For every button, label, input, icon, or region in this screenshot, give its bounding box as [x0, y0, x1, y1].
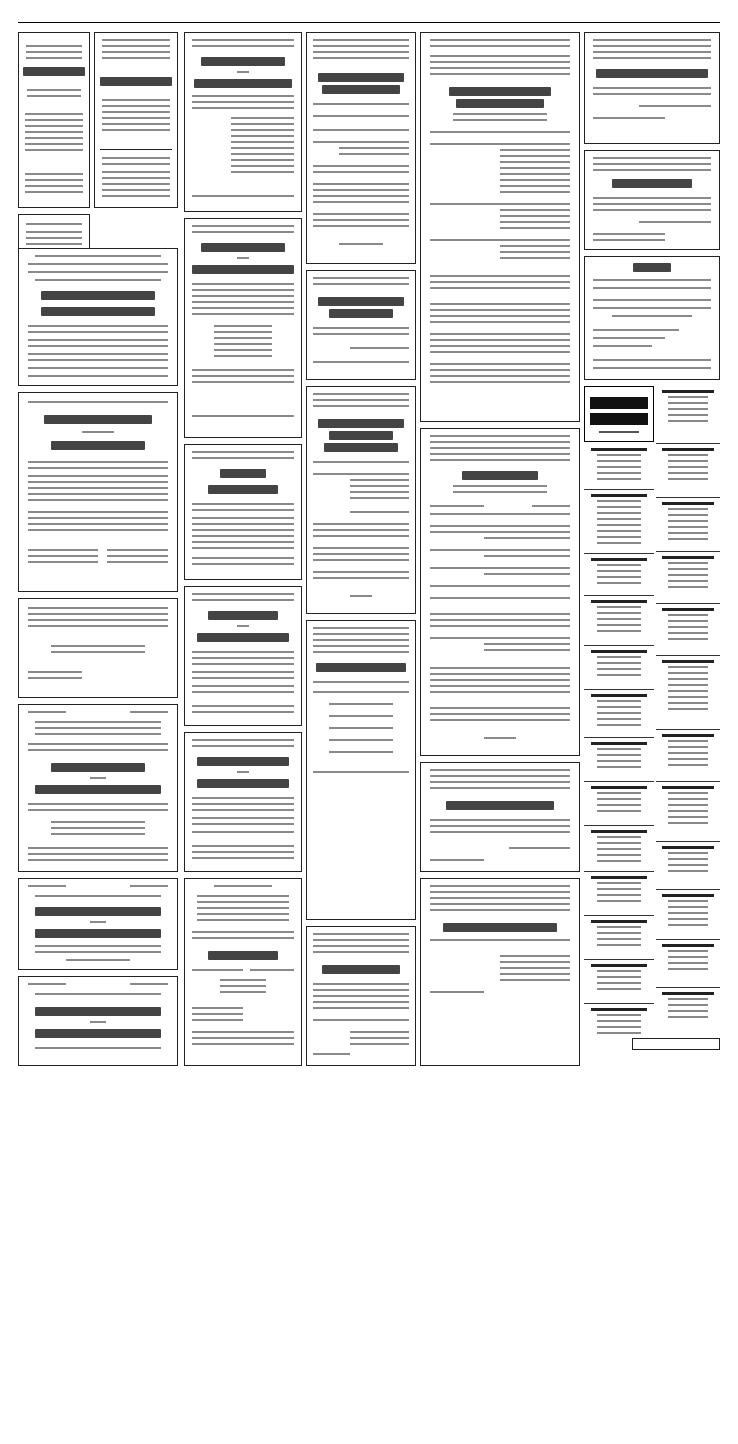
- announcement-box: [420, 762, 580, 872]
- announcement-box: [420, 428, 580, 756]
- announcement-box: [306, 32, 416, 264]
- agenda-left: [584, 444, 654, 1444]
- agenda-item: [656, 782, 720, 842]
- announcement-box: [18, 704, 178, 872]
- agenda-item: [584, 490, 654, 554]
- agenda-item: [656, 842, 720, 890]
- agenda-header: [584, 386, 654, 442]
- column-1-lower: [18, 32, 178, 1032]
- announcement-box: [18, 248, 178, 386]
- agenda-item: [656, 498, 720, 552]
- agenda-item: [584, 872, 654, 916]
- column-4: [420, 32, 580, 1032]
- announcement-box: [306, 620, 416, 920]
- announcement-box: [184, 32, 302, 212]
- agenda-item: [584, 690, 654, 738]
- announcement-box: [18, 878, 178, 970]
- agenda-item: [656, 604, 720, 656]
- announcement-box: [584, 150, 720, 250]
- announcement-box: [420, 32, 580, 422]
- column-2: [184, 32, 302, 1032]
- announcement-box: [184, 586, 302, 726]
- agenda-item: [656, 890, 720, 940]
- announcement-box: [18, 976, 178, 1066]
- agenda-item: [584, 916, 654, 960]
- announcement-box: [584, 32, 720, 144]
- announcement-box: [18, 392, 178, 592]
- announcement-box: [306, 926, 416, 1066]
- agenda-item: [584, 738, 654, 782]
- agenda-item: [584, 826, 654, 872]
- agenda-item: [656, 730, 720, 782]
- agenda-item: [584, 596, 654, 646]
- agenda-item: [584, 960, 654, 1004]
- announcement-box: [184, 218, 302, 438]
- agenda-item: [656, 444, 720, 498]
- announcement-box: [420, 878, 580, 1066]
- announcement-box: [184, 878, 302, 1066]
- agenda-item: [656, 656, 720, 730]
- announcement-box: [306, 270, 416, 380]
- announcement-box: [18, 598, 178, 698]
- agenda-item: [656, 552, 720, 604]
- masthead: [18, 10, 720, 23]
- agenda-item: [656, 940, 720, 988]
- agenda-item: [584, 782, 654, 826]
- agenda-item: [584, 444, 654, 490]
- announcement-box: [184, 732, 302, 872]
- agenda-item: [656, 386, 720, 444]
- column-3: [306, 32, 416, 1032]
- agenda-right: [656, 386, 720, 1386]
- announcement-box: [306, 386, 416, 614]
- announcement-box: [184, 444, 302, 580]
- agenda-item: [656, 988, 720, 1036]
- continuation-box: [632, 1038, 720, 1050]
- announcement-box: [584, 256, 720, 380]
- agenda-item: [584, 646, 654, 690]
- agenda-item: [584, 554, 654, 596]
